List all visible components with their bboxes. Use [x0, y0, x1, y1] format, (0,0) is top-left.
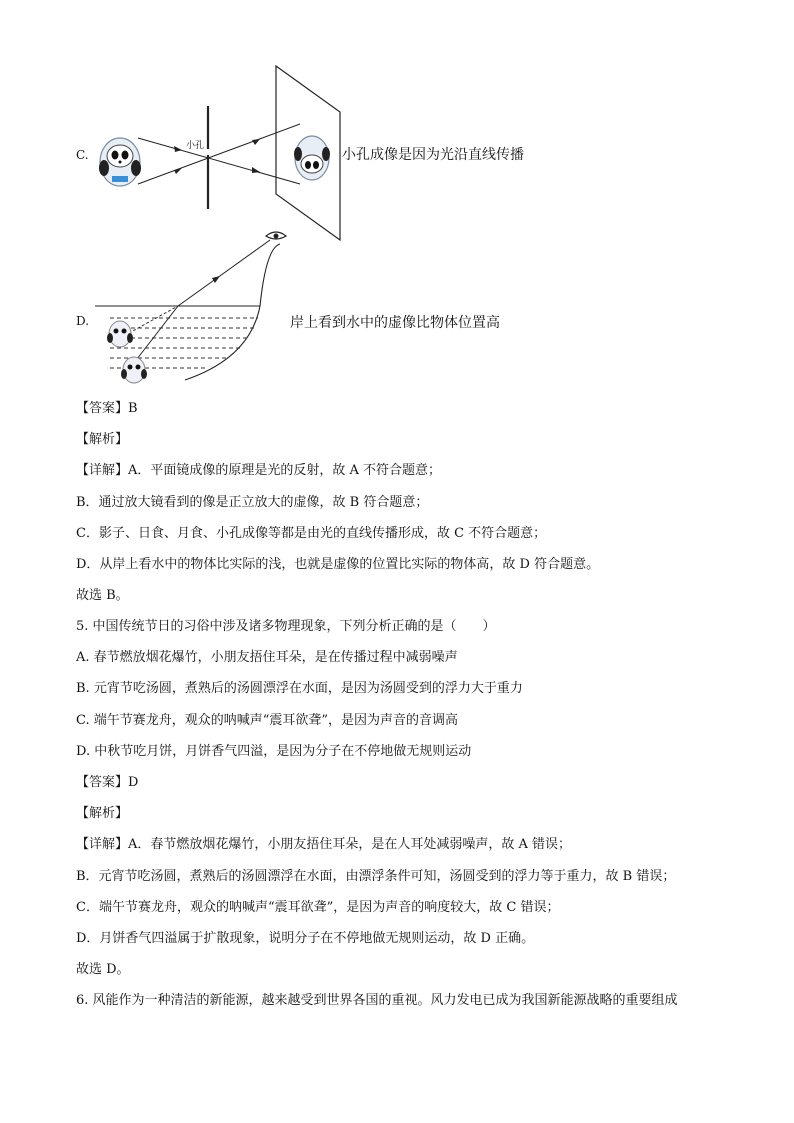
q4-analysis-line: B．通过放大镜看到的像是正立放大的虚像，故 B 符合题意； — [76, 495, 429, 510]
eye-icon — [266, 232, 286, 239]
hole-label: 小孔 — [186, 141, 205, 151]
pinhole-diagram — [90, 66, 350, 246]
q4-analysis-line: C．影子、日食、月食、小孔成像等都是由光的直线传播形成，故 C 不符合题意； — [76, 526, 547, 541]
q5-option-a: A. 春节燃放烟花爆竹，小朋友捂住耳朵，是在传播过程中减弱噪声 — [76, 650, 458, 665]
q5-stem: 5. 中国传统节日的习俗中涉及诸多物理现象，下列分析正确的是（ ） — [76, 619, 496, 634]
panda-image-icon — [294, 136, 330, 180]
refraction-diagram — [90, 228, 300, 388]
option-d-caption: 岸上看到水中的虚像比物体位置高 — [290, 315, 500, 331]
q6-stem: 6. 风能作为一种清洁的新能源，越来越受到世界各国的重视。风力发电已成为我国新能源战略的重要组成 — [76, 993, 678, 1008]
q5-option-c: C. 端午节赛龙舟，观众的呐喊声“震耳欲聋”，是因为声音的音调高 — [76, 713, 459, 728]
q5-option-b: B. 元宵节吃汤圆，煮熟后的汤圆漂浮在水面，是因为汤圆受到的浮力大于重力 — [76, 681, 523, 696]
q4-analysis-line: D．从岸上看水中的物体比实际的浅，也就是虚像的位置比实际的物体高，故 D 符合题意。 — [76, 557, 600, 572]
q5-conclusion: 故选 D。 — [76, 962, 130, 977]
q5-analysis-heading: 【解析】 — [76, 806, 129, 821]
q5-option-d: D. 中秋节吃月饼，月饼香气四溢，是因为分子在不停地做无规则运动 — [76, 744, 472, 759]
q4-conclusion: 故选 B。 — [76, 588, 129, 603]
panda-object-icon — [121, 357, 147, 383]
panda-object-icon — [99, 138, 141, 186]
option-c-label: C. — [76, 148, 89, 162]
q4-answer: 【答案】B — [76, 401, 138, 416]
q5-answer: 【答案】D — [76, 775, 139, 790]
q5-analysis-line: 【详解】A．春节燃放烟花爆竹，小朋友捂住耳朵，是在人耳处减弱噪声，故 A 错误； — [76, 837, 572, 852]
option-c-caption: 小孔成像是因为光沿直线传播 — [342, 147, 524, 163]
q5-analysis-line: D．月饼香气四溢属于扩散现象，说明分子在不停地做无规则运动，故 D 正确。 — [76, 931, 535, 946]
option-d-label: D. — [76, 314, 90, 328]
q5-analysis-line: C．端午节赛龙舟，观众的呐喊声“震耳欲聋”，是因为声音的响度较大，故 C 错误； — [76, 900, 560, 915]
q4-analysis-heading: 【解析】 — [76, 432, 129, 447]
panda-virtual-image-icon — [107, 321, 133, 347]
q4-analysis-line: 【详解】A．平面镜成像的原理是光的反射，故 A 不符合题意； — [76, 463, 442, 478]
q5-analysis-line: B．元宵节吃汤圆，煮熟后的汤圆漂浮在水面，由漂浮条件可知，汤圆受到的浮力等于重力，故 B 错误； — [76, 869, 676, 884]
